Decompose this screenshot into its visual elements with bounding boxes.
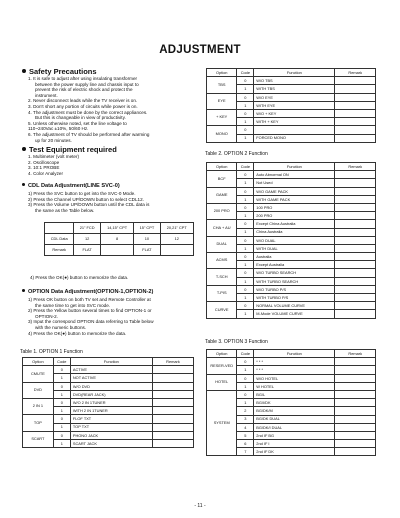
column-header: Remark xyxy=(335,163,376,171)
column-header: Function xyxy=(70,358,152,366)
option-remark xyxy=(335,85,376,93)
option-code: 0 xyxy=(237,220,254,228)
bullet-icon xyxy=(22,183,25,186)
option-function: W HOTEL xyxy=(254,382,335,390)
option-function: WITH EYE xyxy=(254,101,335,109)
table-row xyxy=(23,415,194,423)
text-line: 3) Press the Volume UP/DOWN button until the CDL data is xyxy=(28,202,150,208)
column-header: Code xyxy=(53,358,70,366)
table-cell xyxy=(160,245,193,256)
option-code: 1 xyxy=(237,134,254,142)
option-name: SCART xyxy=(23,431,54,447)
bullet-icon xyxy=(22,289,25,292)
option-code: 0 xyxy=(237,374,254,382)
cdl-after-text: 4) Press the OK(●) button to memorize the data. xyxy=(30,275,129,280)
table-row xyxy=(207,253,376,261)
option-remark xyxy=(152,374,193,382)
option-function: ACTIVE xyxy=(70,366,152,374)
option-code: 0 xyxy=(237,253,254,261)
text-line: 2) Press the Channel UP/DOWN button to select CDL12. xyxy=(28,196,144,202)
option-remark xyxy=(335,179,376,187)
safety-text xyxy=(28,76,149,143)
option-remark xyxy=(152,415,193,423)
equipment-heading-text: Test Equipment required xyxy=(29,145,117,154)
option-adjust-heading xyxy=(22,289,153,295)
column-header: Option xyxy=(207,163,237,171)
text-line: 110~240Vac ±10%, 50/60 Hz. xyxy=(28,126,89,132)
option-function: 2nd IF I xyxy=(254,440,335,448)
option-function: W/O + KEY xyxy=(254,109,335,117)
option-name: RESER-VED xyxy=(207,358,237,374)
option-code: 0 xyxy=(237,390,254,398)
option-code: 7 xyxy=(237,448,254,456)
column-header: Function xyxy=(254,163,335,171)
text-line: 3) Input the correspond OPTION data referring to Table below xyxy=(28,319,154,325)
table-row xyxy=(207,302,376,310)
table-row xyxy=(207,171,376,179)
option-function: PHONO JACK xyxy=(70,431,152,439)
table-row xyxy=(23,431,194,439)
text-line: 1) Press OK button on both TV set and Remote Controller at xyxy=(28,297,151,302)
option-code: 1 xyxy=(237,228,254,236)
text-line: OPTION-2. xyxy=(35,313,58,319)
option-function: SCART JACK xyxy=(70,439,152,447)
option-code: 0 xyxy=(237,269,254,277)
option-code: 0 xyxy=(237,109,254,117)
column-header: Option xyxy=(207,350,237,358)
option-code: 1 xyxy=(237,195,254,203)
option-function: * * * xyxy=(254,358,335,366)
option-remark xyxy=(335,77,376,85)
table-cell: 12 xyxy=(74,234,101,245)
option-function: WITH TBS xyxy=(254,85,335,93)
text-line: the same as the Table below. xyxy=(35,207,95,213)
option-code: 0 xyxy=(53,398,70,406)
option-remark xyxy=(152,382,193,390)
option-name: T-PIS xyxy=(207,285,237,301)
option-function: 2nd IF DK xyxy=(254,448,335,456)
option-remark xyxy=(152,366,193,374)
option-remark xyxy=(335,277,376,285)
option-code: 1 xyxy=(237,294,254,302)
option-function: W/O EYE xyxy=(254,93,335,101)
text-line: prevent the risk of electric shock and protect the xyxy=(35,87,133,93)
text-line: 4. The adjustment must be done by the correct appliances. xyxy=(28,109,148,115)
table-row xyxy=(207,236,376,244)
text-line: the same time to get into SVC mode. xyxy=(35,302,111,308)
option-function: BG/DK/M xyxy=(254,407,335,415)
option-code: 1 xyxy=(53,439,70,447)
option-code: 1 xyxy=(237,244,254,252)
option-function: 200 PRO xyxy=(254,212,335,220)
option-code: 1 xyxy=(237,399,254,407)
column-header: Code xyxy=(237,69,254,77)
option-name: TOP xyxy=(23,415,54,431)
option-function: FLOF TXT xyxy=(70,415,152,423)
option-function: China Australia xyxy=(254,228,335,236)
option-adjust-heading-text: OPTION Data Adjustment(OPTION-1,OPTION-2) xyxy=(28,289,154,295)
text-line: between the power supply line and chassis input to xyxy=(35,81,139,87)
column-header: Function xyxy=(254,350,335,358)
option-function: TOP TXT xyxy=(70,423,152,431)
option-code: 1 xyxy=(53,423,70,431)
option-function: BG/I/DK xyxy=(254,399,335,407)
option-remark xyxy=(335,294,376,302)
option-name: CMUTE xyxy=(23,366,54,382)
option-function: WITH DUAL xyxy=(254,244,335,252)
option-name: BCF xyxy=(207,171,237,187)
text-line: with the numeric buttons. xyxy=(35,324,87,330)
table-row xyxy=(207,220,376,228)
equipment-list xyxy=(28,154,79,176)
option-remark xyxy=(335,415,376,423)
option-name: TBS xyxy=(207,77,237,93)
option-function: Not Used xyxy=(254,179,335,187)
text-line: 6. The adjustment of TV should be performed after warming xyxy=(28,131,150,137)
option-name: SYSTEM xyxy=(207,390,237,456)
option-code: 1 xyxy=(53,390,70,398)
option-code: 1 xyxy=(237,212,254,220)
option-function: M-Mode VOLUME CURVE xyxy=(254,310,335,318)
table-row xyxy=(207,77,376,85)
option-remark xyxy=(335,203,376,211)
option-function: WITH + KEY xyxy=(254,118,335,126)
table-row xyxy=(23,398,194,406)
bullet-icon xyxy=(22,69,26,73)
option-code: 0 xyxy=(237,358,254,366)
option-name: DVD xyxy=(23,382,54,398)
column-header: Remark xyxy=(335,350,376,358)
table-header-row xyxy=(207,69,376,77)
text-line: 3. 10:1 PROBE xyxy=(28,165,60,171)
option-code: 0 xyxy=(53,415,70,423)
text-line: 1. Multimeter (volt meter) xyxy=(28,154,80,159)
option-remark xyxy=(335,407,376,415)
cdl-heading xyxy=(22,183,120,189)
safety-heading-text: Safety Precautions xyxy=(29,67,97,76)
column-header: 21" FCD xyxy=(74,223,101,234)
option-remark xyxy=(152,439,193,447)
option-function: Auto Abnormal ON xyxy=(254,171,335,179)
option-function: W/O TBS xyxy=(254,77,335,85)
option-code: 0 xyxy=(237,285,254,293)
option-remark xyxy=(335,228,376,236)
option-code: 0 xyxy=(53,382,70,390)
option-name: DUAL xyxy=(207,236,237,252)
option-function: W/O 2 IN 1TUNER xyxy=(70,398,152,406)
option-code: 1 xyxy=(237,277,254,285)
option-code: 5 xyxy=(237,431,254,439)
option-code: 1 xyxy=(237,85,254,93)
text-line: 5. Unless otherwise noted, set the line voltage to xyxy=(28,120,127,126)
option-code: 1 xyxy=(237,366,254,374)
option-name: ACMS xyxy=(207,253,237,269)
option-function: W/O TURBO P/S xyxy=(254,285,335,293)
option-remark xyxy=(335,399,376,407)
option-remark xyxy=(335,126,376,134)
option-code: 0 xyxy=(237,77,254,85)
option-function: BG/L xyxy=(254,390,335,398)
table-header-row xyxy=(207,163,376,171)
table-row xyxy=(45,234,194,245)
table-header-row xyxy=(23,358,194,366)
option-function: NORMAL VOLUME CURVE xyxy=(254,302,335,310)
page-title: ADJUSTMENT xyxy=(159,44,241,56)
option-name: + KEY xyxy=(207,109,237,125)
option-remark xyxy=(335,212,376,220)
text-line: 4. Color Analyzer xyxy=(28,170,63,176)
option-code: 0 xyxy=(237,203,254,211)
page-number: - 11 - xyxy=(194,503,206,509)
option-remark xyxy=(335,261,376,269)
text-line: 2) Press the Yellow button several times to find OPTION-1 or xyxy=(28,308,152,314)
option-code: 0 xyxy=(237,126,254,134)
option-code: 4 xyxy=(237,423,254,431)
option-remark xyxy=(335,358,376,366)
option-remark xyxy=(152,423,193,431)
safety-heading xyxy=(22,67,97,76)
option-name: 200 PRO xyxy=(207,203,237,219)
option-function: Except China Australia xyxy=(254,220,335,228)
column-header: Remark xyxy=(335,69,376,77)
table3-caption: Table 3. OPTION 3 Function xyxy=(205,339,268,345)
option-function: WITH 2 IN 1TUNER xyxy=(70,407,152,415)
cdl-steps xyxy=(28,191,149,213)
option1-table xyxy=(22,357,194,448)
option-function: Except Australia xyxy=(254,261,335,269)
option-remark xyxy=(335,134,376,142)
row-label: CDL Data xyxy=(45,234,74,245)
option-function: Australia xyxy=(254,253,335,261)
table-row xyxy=(207,126,376,134)
table-cell: FLAT xyxy=(134,245,160,256)
column-header: Option xyxy=(207,69,237,77)
table-row xyxy=(207,203,376,211)
option-function: WITH TURBO SEARCH xyxy=(254,277,335,285)
option-code: 0 xyxy=(53,431,70,439)
table-row xyxy=(23,366,194,374)
option-remark xyxy=(152,390,193,398)
table-row xyxy=(207,390,376,398)
option-remark xyxy=(335,366,376,374)
table-cell: 8 xyxy=(100,234,133,245)
option-remark xyxy=(152,431,193,439)
option-adjust-steps xyxy=(28,297,154,336)
table-row xyxy=(45,245,194,256)
option-function: WITH GAME PACK xyxy=(254,195,335,203)
option-code: 0 xyxy=(237,187,254,195)
option-remark xyxy=(335,101,376,109)
table2-caption: Table 2. OPTION 2 Function xyxy=(205,151,268,157)
column-header: Function xyxy=(254,69,335,77)
option-remark xyxy=(335,171,376,179)
column-header: Code xyxy=(237,350,254,358)
option-code: 0 xyxy=(237,93,254,101)
text-line: up for 20 minutes. xyxy=(35,137,72,143)
text-line: 4) Press the OK(●) button to memorize the data. xyxy=(28,330,127,336)
row-label: Remark xyxy=(45,245,74,256)
option-function: DVD(REAR JACK) xyxy=(70,390,152,398)
option-name: HOTEL xyxy=(207,374,237,390)
option-remark xyxy=(335,195,376,203)
option-function: WITH TURBO P/S xyxy=(254,294,335,302)
option-remark xyxy=(335,423,376,431)
text-line: 1) Press the SVC button to get into the SVC-0 Mode. xyxy=(28,191,136,196)
option-function: 2nd IF BG xyxy=(254,431,335,439)
option-remark xyxy=(152,407,193,415)
column-header: Code xyxy=(237,163,254,171)
option-code: 1 xyxy=(53,407,70,415)
option-function xyxy=(254,126,335,134)
column-header: Remark xyxy=(152,358,193,366)
table-header-row xyxy=(45,223,194,234)
option-remark xyxy=(335,253,376,261)
option-code: 6 xyxy=(237,440,254,448)
option-function: W/O DUAL xyxy=(254,236,335,244)
option-function: W/O TURBO SEARCH xyxy=(254,269,335,277)
option-name: T-SCH xyxy=(207,269,237,285)
option-name: CHA + AU xyxy=(207,220,237,236)
text-line: But this is changeable in view of productivity. xyxy=(35,115,126,121)
table1-caption: Table 1. OPTION 1 Function xyxy=(20,349,83,355)
option-function: NOT ACTIVE xyxy=(70,374,152,382)
table-row xyxy=(207,374,376,382)
cdl-heading-text: CDL Data Adjustment(LINE SVC-0) xyxy=(28,183,120,189)
option-remark xyxy=(335,93,376,101)
column-header: Option xyxy=(23,358,54,366)
option-code: 0 xyxy=(237,171,254,179)
option-remark xyxy=(335,302,376,310)
text-line: 3. Don't short any portion of circuits while power is on. xyxy=(28,103,138,109)
option-remark xyxy=(335,440,376,448)
cdl-data-table xyxy=(44,222,194,256)
option-code: 0 xyxy=(53,366,70,374)
option-remark xyxy=(335,285,376,293)
bullet-icon xyxy=(22,147,26,151)
option-function: W/O DVD xyxy=(70,382,152,390)
option-function: 100 PRO xyxy=(254,203,335,211)
table-cell: 10 xyxy=(134,234,160,245)
option-name: 2 IN 1 xyxy=(23,398,54,414)
option-remark xyxy=(335,382,376,390)
column-header: 15" CPT xyxy=(134,223,160,234)
option-code: 1 xyxy=(237,382,254,390)
column-header: 14,15" CPT xyxy=(100,223,133,234)
option-code: 1 xyxy=(237,179,254,187)
option-name: GAME xyxy=(207,187,237,203)
table-row xyxy=(207,187,376,195)
option-function: * * * xyxy=(254,366,335,374)
option-code: 0 xyxy=(237,302,254,310)
table-row xyxy=(207,269,376,277)
option-remark xyxy=(335,236,376,244)
option-remark xyxy=(335,118,376,126)
option-remark xyxy=(335,431,376,439)
option-function: BG/DK/I DUAL xyxy=(254,423,335,431)
table-row xyxy=(207,109,376,117)
table-row xyxy=(207,358,376,366)
option-function: BG/DK DUAL xyxy=(254,415,335,423)
option-remark xyxy=(335,269,376,277)
table-cell: FLAT xyxy=(74,245,101,256)
option-name: CURVE xyxy=(207,302,237,318)
option-remark xyxy=(335,390,376,398)
equipment-heading xyxy=(22,145,117,154)
option-remark xyxy=(335,109,376,117)
table-row xyxy=(207,93,376,101)
option-code: 1 xyxy=(53,374,70,382)
table-row xyxy=(207,285,376,293)
option-code: 3 xyxy=(237,415,254,423)
option-remark xyxy=(335,187,376,195)
option-code: 1 xyxy=(237,101,254,109)
option-code: 1 xyxy=(237,118,254,126)
option-name: MONO xyxy=(207,126,237,142)
cdl-memorize-step xyxy=(30,275,128,281)
option-remark xyxy=(335,374,376,382)
text-line: 2. Oscilloscope xyxy=(28,159,60,165)
option-remark xyxy=(152,398,193,406)
text-line: 1. It is safe to adjust after using insulating transformer xyxy=(28,76,138,81)
column-header xyxy=(45,223,74,234)
option-function: W/O HOTEL xyxy=(254,374,335,382)
option-code: 1 xyxy=(237,310,254,318)
option-remark xyxy=(335,220,376,228)
option-code: 2 xyxy=(237,407,254,415)
text-line: 2. Never disconnect leads while the TV receiver is on. xyxy=(28,98,138,104)
option3-table xyxy=(206,349,376,456)
option-code: 1 xyxy=(237,261,254,269)
option2-table xyxy=(206,162,376,319)
table-cell: 12 xyxy=(160,234,193,245)
option-remark xyxy=(335,244,376,252)
table-header-row xyxy=(207,350,376,358)
option-remark xyxy=(335,310,376,318)
option-code: 0 xyxy=(237,236,254,244)
column-header: 20,21" CPT xyxy=(160,223,193,234)
option-remark xyxy=(335,448,376,456)
option-function: W/O GAME PACK xyxy=(254,187,335,195)
option-continued-table xyxy=(206,68,376,143)
table-row xyxy=(23,382,194,390)
option-function: FORCED MONO xyxy=(254,134,335,142)
option-name: EYE xyxy=(207,93,237,109)
table-cell xyxy=(100,245,133,256)
text-line: instrument. xyxy=(35,92,58,98)
